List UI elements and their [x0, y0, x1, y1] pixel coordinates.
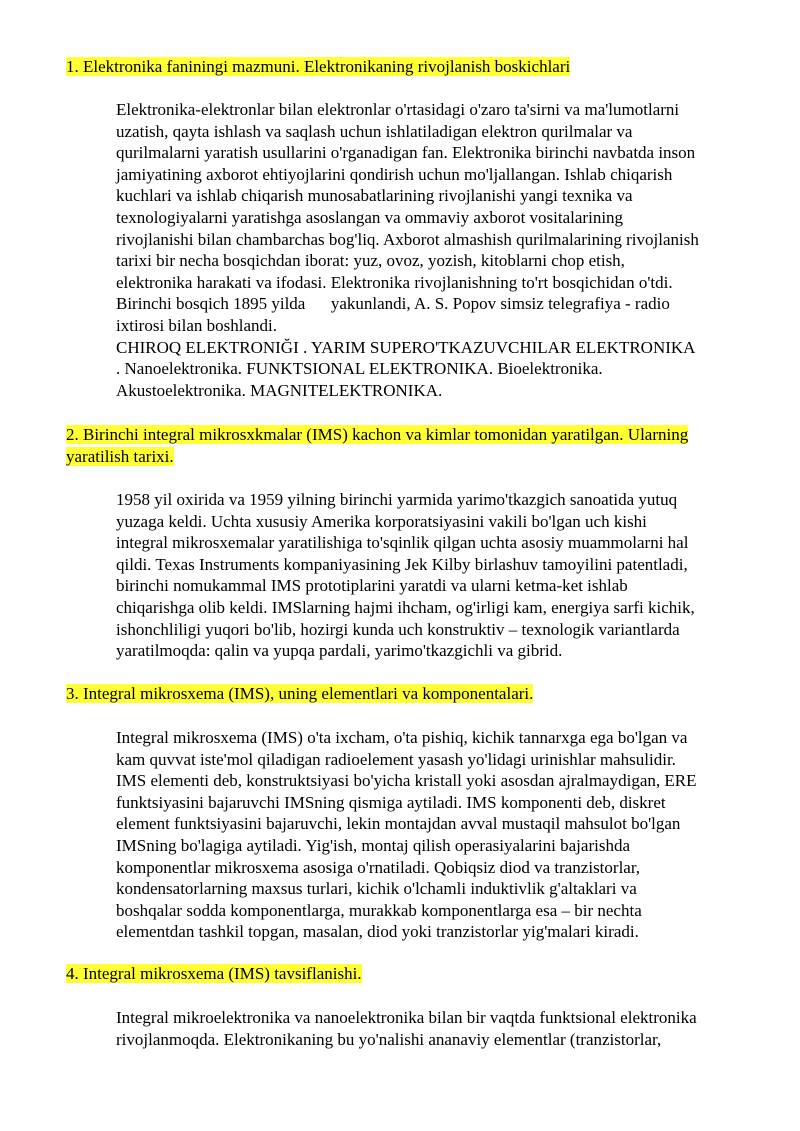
- section-4-paragraph: [116, 1007, 776, 1050]
- text-line: funktsiyasini bajaruvchi IMSning qismiga aytiladi. IMS komponenti deb, diskret: [116, 792, 666, 812]
- text-line: yaratilmoqda: qalin va yupqa pardali, yarimo'tkazgichli va gibrid.: [116, 641, 563, 661]
- text-line: elektronika harakati va ifodasi. Elektronika rivojlanishning to'rt bosqichidan o'tdi.: [116, 272, 673, 292]
- section-2-heading: [66, 424, 688, 468]
- section-4-heading: 4. Integral mikrosxema (IMS) tavsiflanishi.: [66, 964, 362, 983]
- section-3-paragraph: [116, 727, 776, 943]
- text-line: ixtirosi bilan boshlandi.: [116, 315, 278, 335]
- section-2-paragraph: [116, 489, 776, 662]
- text-line: kuchlari va ishlab chiqarish munosabatlarining rivojlanishi yangi texnika va: [116, 186, 633, 206]
- text-line: chiqarishga olib keldi. IMSlarning hajmi ihcham, og'irligi kam, energiya sarfi kichik,: [116, 597, 695, 617]
- text-line: Integral mikrosxema (IMS) o'ta ixcham, o'ta pishiq, kichik tannarxga ega bo'lgan va: [116, 728, 688, 747]
- heading-line: 2. Birinchi integral mikrosxkmalar (IMS) kachon va kimlar tomonidan yaratilgan. Ularning: [66, 425, 689, 444]
- text-line: element funktsiyasini bajaruvchi, lekin montajdan avval mustaqil mahsulot bo'lgan: [116, 814, 681, 834]
- text-line: rivojlanishi bilan chambarchas bog'liq. Axborot almashish qurilmalarining rivojlanish: [116, 229, 699, 249]
- text-line: rivojlanmoqda. Elektronikaning bu yo'nalishi ananaviy elementlar (tranzistorlar,: [116, 1029, 662, 1049]
- text-line: 1958 yil oxirida va 1959 yilning birinchi yarmida yarimo'tkazgich sanoatida yutuq: [116, 490, 678, 509]
- text-line: yuzaga keldi. Uchta xususiy Amerika korporatsiyasini vakili bo'lgan uch kishi: [116, 511, 647, 531]
- text-line: IMS elementi deb, konstruktsiyasi bo'yicha kristall yoki asosdan ajralmaydigan, ERE: [116, 771, 697, 791]
- text-line: Elektronika-elektronlar bilan elektronlar o'rtasidagi o'zaro ta'sirni va ma'lumotlarni: [116, 100, 680, 119]
- text-line: qurilmalarni yaratish usullarini o'rganadigan fan. Elektronika birinchi navbatda inson: [116, 143, 696, 163]
- text-line: boshqalar sodda komponentlarga, murakkab komponentlarga esa – bir nechta: [116, 900, 642, 920]
- text-line: jamiyatining axborot ehtiyojlarini qondirish uchun mo'ljallangan. Ishlab chiqarish: [116, 164, 673, 184]
- text-line: Akustoelektronika. MAGNITELEKTRONIKA.: [116, 380, 443, 400]
- text-line: uzatish, qayta ishlash va saqlash uchun ishlatiladigan elektron qurilmalar va: [116, 121, 633, 141]
- text-line: qildi. Texas Instruments kompaniyasining Jek Kilby birlashuv tamoyilini patentladi,: [116, 554, 688, 574]
- text-line: kam quvvat iste'mol qiladigan radioelement yasash yo'lidagi urinishlar mahsulidir.: [116, 749, 676, 769]
- section-1-paragraph: [116, 99, 776, 401]
- text-line: elementdan tashkil topgan, masalan, diod yoki tranzistorlar yig'malari kiradi.: [116, 922, 639, 942]
- text-line: komponentlar mikrosxema asosiga o'rnatiladi. Qobiqsiz diod va tranzistorlar,: [116, 857, 641, 877]
- text-line: tarixi bir necha bosqichdan iborat: yuz, ovoz, yozish, kitoblarni chop etish,: [116, 251, 625, 271]
- text-line: texnologiyalarni yaratishga asoslangan va ommaviy axborot vositalarining: [116, 207, 624, 227]
- section-1-heading: 1. Elektronika faniningi mazmuni. Elektronikaning rivojlanish boskichlari: [66, 57, 571, 76]
- text-line: integral mikrosxemalar yaratilishiga to'sqinlik qilgan uchta asosiy muammolarni hal: [116, 533, 689, 553]
- section-3-heading: 3. Integral mikrosxema (IMS), uning elementlari va komponentalari.: [66, 684, 534, 703]
- text-line: Birinchi bosqich 1895 yilda yakunlandi, A. S. Popov simsiz telegrafiya - radio: [116, 294, 670, 314]
- text-line: IMSning bo'lagiga aytiladi. Yig'ish, montaj qilish operasiyalarini bajarishda: [116, 835, 630, 855]
- text-line: birinchi nomukammal IMS prototiplarini yaratdi va ularni ketma-ket ishlab: [116, 576, 628, 596]
- text-line: CHIROQ ELEKTRONIĞI . YARIM SUPERO'TKAZUVCHILAR ELEKTRONIKA: [116, 337, 696, 357]
- text-line: . Nanoelektronika. FUNKTSIONAL ELEKTRONIKA. Bioelektronika.: [116, 359, 603, 379]
- text-line: Integral mikroelektronika va nanoelektronika bilan bir vaqtda funktsional elektronika: [116, 1008, 697, 1027]
- text-line: kondensatorlarning maxsus turlari, kichik o'lchamli induktivlik g'altaklari va: [116, 879, 637, 899]
- text-line: ishonchliligi yuqori bo'lib, hozirgi kunda uch konstruktiv – texnologik variantlarda: [116, 619, 680, 639]
- heading-line: yaratilish tarixi.: [66, 447, 174, 466]
